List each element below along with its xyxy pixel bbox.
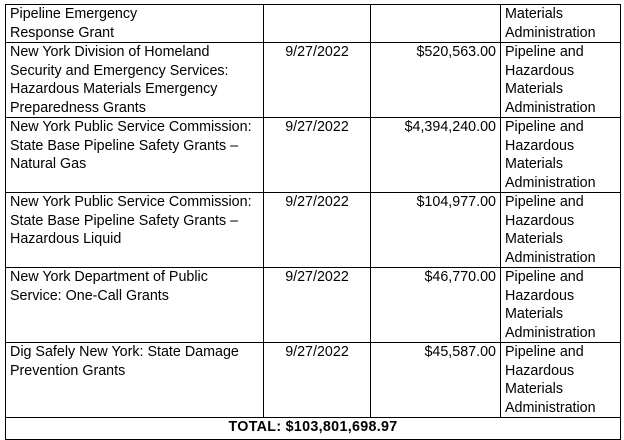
total-row	[6, 418, 621, 440]
amount-cell	[371, 5, 501, 43]
agency-cell: Pipeline and Hazardous Materials Administration	[501, 118, 621, 193]
agency-cell: Pipeline and Hazardous Materials Administration	[501, 268, 621, 343]
agency-cell: Materials Administration	[501, 5, 621, 43]
agency-cell: Pipeline and Hazardous Materials Administration	[501, 43, 621, 118]
grant-name-cell: New York Department of Public Service: One-Call Grants	[6, 268, 264, 343]
award-date-cell: 9/27/2022	[264, 43, 371, 118]
amount-cell: $104,977.00	[371, 193, 501, 268]
amount-cell: $4,394,240.00	[371, 118, 501, 193]
table-row	[6, 268, 621, 343]
grant-name-cell: New York Public Service Commission: State Base Pipeline Safety Grants – Natural Gas	[6, 118, 264, 193]
award-date-cell: 9/27/2022	[264, 193, 371, 268]
grants-table-body	[6, 5, 621, 440]
agency-cell: Pipeline and Hazardous Materials Administration	[501, 343, 621, 418]
table-row	[6, 43, 621, 118]
amount-cell: $520,563.00	[371, 43, 501, 118]
table-row	[6, 343, 621, 418]
grand-total: TOTAL: $103,801,698.97	[6, 418, 621, 440]
grant-name-cell: Dig Safely New York: State Damage Prevention Grants	[6, 343, 264, 418]
agency-cell: Pipeline and Hazardous Materials Administration	[501, 193, 621, 268]
grant-name-cell: Pipeline Emergency Response Grant	[6, 5, 264, 43]
grant-name-cell: New York Division of Homeland Security and Emergency Services: Hazardous Materials Emergency Preparedness Grants	[6, 43, 264, 118]
award-date-cell	[264, 5, 371, 43]
grants-table	[5, 4, 621, 440]
amount-cell: $45,587.00	[371, 343, 501, 418]
table-row	[6, 193, 621, 268]
award-date-cell: 9/27/2022	[264, 118, 371, 193]
amount-cell: $46,770.00	[371, 268, 501, 343]
award-date-cell: 9/27/2022	[264, 268, 371, 343]
award-date-cell: 9/27/2022	[264, 343, 371, 418]
table-row	[6, 5, 621, 43]
grant-name-cell: New York Public Service Commission: State Base Pipeline Safety Grants – Hazardous Liquid	[6, 193, 264, 268]
table-row	[6, 118, 621, 193]
